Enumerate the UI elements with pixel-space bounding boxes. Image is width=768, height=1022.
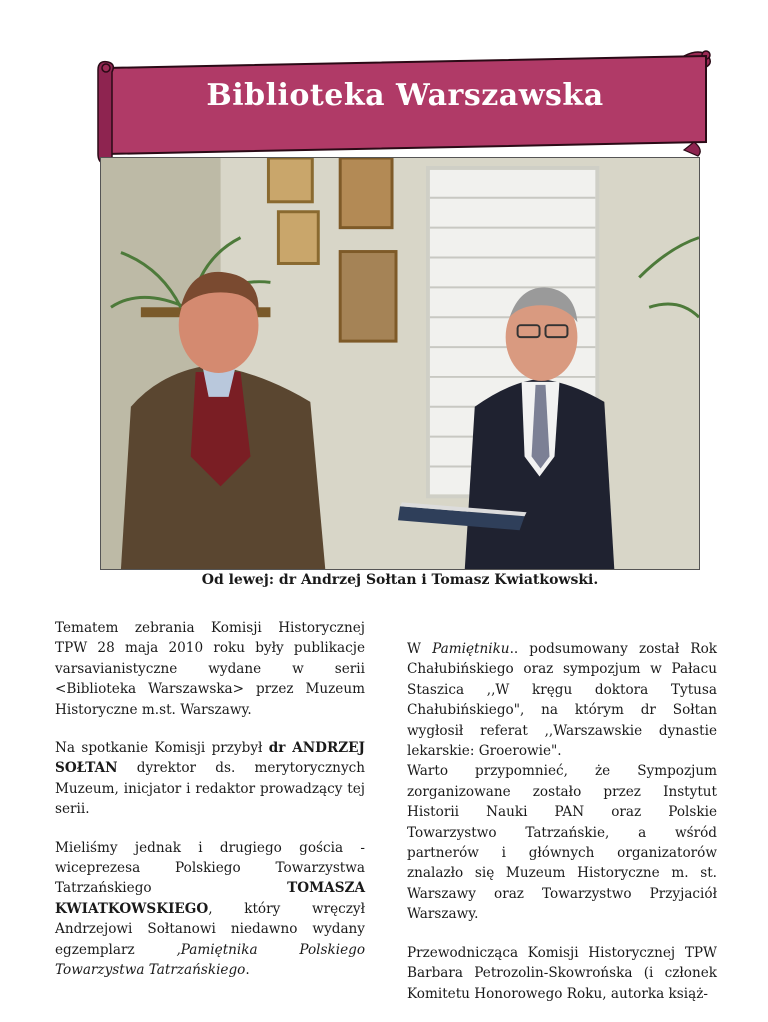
text-run: .. podsumowany został Rok Chałubińskiego oraz sympozjum w Pałacu Staszica ,,W kręgu doktora Tytusa Chałubińskiego", na którym dr Sołtan wygłosił referat ,,Warszawskie dynastie lekarskie: Groerowie". xyxy=(407,641,717,760)
paragraph: Tematem zebrania Komisji Historycznej TPW 28 maja 2010 roku były publikacje varsavianistyczne wydane w serii <Biblioteka Warszawska> przez Muzeum Historyczne m.st. Warszawy. xyxy=(55,620,365,718)
event-photo xyxy=(100,157,700,570)
right-column xyxy=(407,639,717,1022)
paragraph: Warto przypomnieć, że Sympozjum zorganizowane zostało przez Instytut Historii Nauki PAN oraz Polskie Towarzystwo Tatrzańskie, a wśród partnerów i głównych organizatorów znalazło się Muzeum Historyczne m. st. Warszawy oraz Towarzystwo Przyjaciół Warszawy. xyxy=(407,763,717,923)
paragraph: Przewodnicząca Komisji Historycznej TPW Barbara Petrozolin-Skowrońska (i członek Komitetu Honorowego Roku, autorka książ- xyxy=(407,944,717,1002)
text-run: Na spotkanie Komisji przybył xyxy=(55,740,269,757)
page-title: Biblioteka Warszawska xyxy=(206,78,604,113)
guest-name: TOMASZA KWIATKOWSKIEGO xyxy=(55,880,365,917)
text-run: Mieliśmy jednak i drugiego gościa - wiceprezesa Polskiego Towarzystwa Tatrzańskiego xyxy=(55,839,365,897)
left-column xyxy=(55,618,365,999)
text-run: . xyxy=(245,962,250,979)
paragraph xyxy=(407,639,717,761)
paragraph xyxy=(55,838,365,981)
text-run: , który wręczył Andrzejowi Sołtanowi niedawno wydany egzemplarz xyxy=(55,900,365,958)
paragraph xyxy=(55,738,365,820)
book-title: Pamiętniku xyxy=(432,641,510,657)
text-run: W xyxy=(407,641,433,657)
text-run: dyrektor ds. merytorycznych Muzeum, inicjator i redaktor prowadzący tej serii. xyxy=(55,760,365,818)
book-title: ,Pamiętnika Polskiego Towarzystwa Tatrzańskiego xyxy=(55,941,366,979)
photo-caption: Od lewej: dr Andrzej Sołtan i Tomasz Kwiatkowski. xyxy=(201,572,599,588)
guest-name: dr ANDRZEJ SOŁTAN xyxy=(55,740,365,777)
